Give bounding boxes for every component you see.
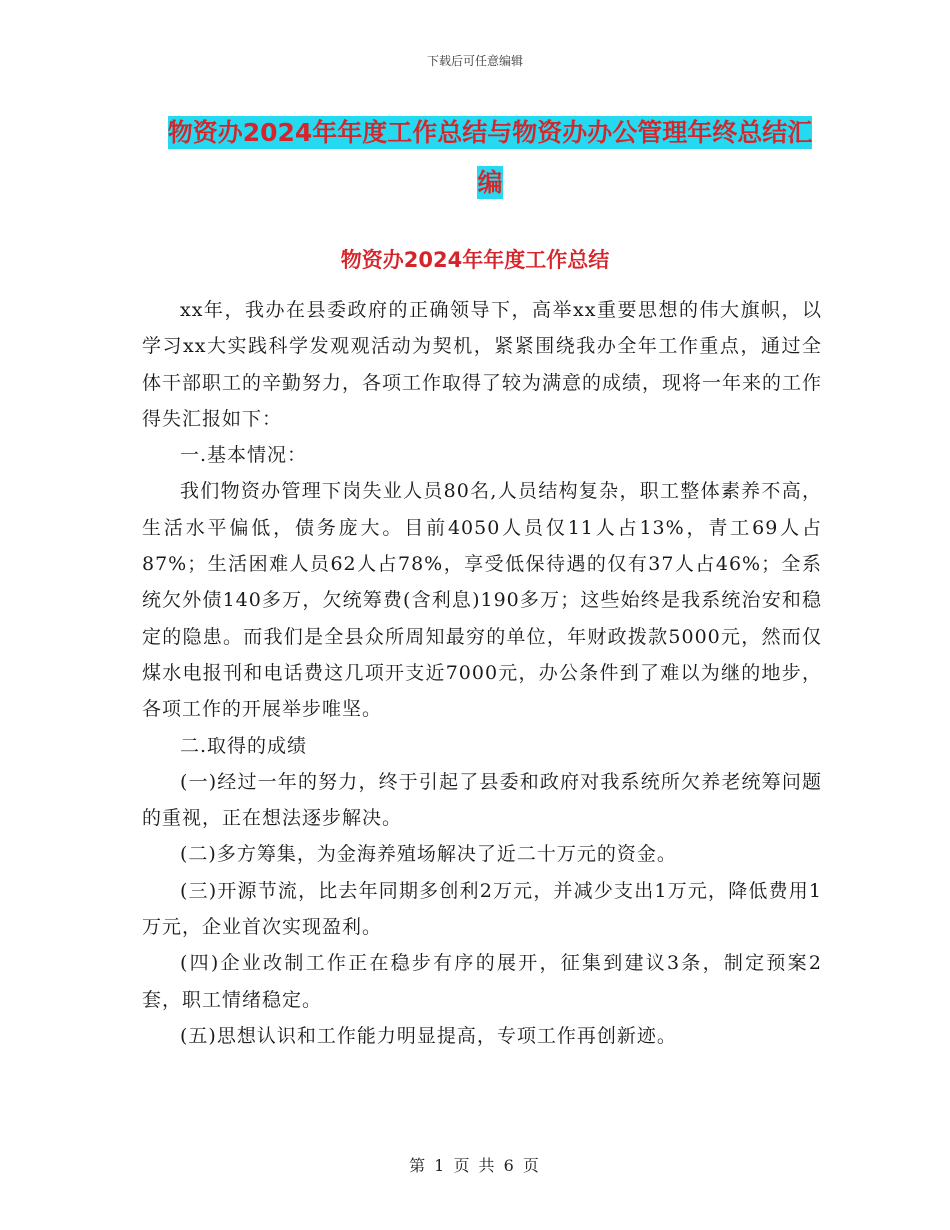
paragraph-intro: xx年，我办在县委政府的正确领导下，高举xx重要思想的伟大旗帜，以学习xx大实践科学发观观活动为契机，紧紧围绕我办全年工作重点，通过全体干部职工的辛勤努力，各项工作取得了较为满意的成绩，现将一年来的工作得失汇报如下：: [142, 299, 823, 430]
document-title: [160, 108, 820, 208]
achievement-item-2: (二)多方筹集，为金海养殖场解决了近二十万元的资金。: [180, 843, 677, 866]
document-body: [142, 292, 822, 1054]
heading-achievements: 二.取得的成绩: [180, 734, 308, 757]
document-title-text: 物资办2024年年度工作总结与物资办办公管理年终总结汇编: [167, 118, 813, 197]
page-header-note: 下载后可任意编辑: [426, 54, 523, 68]
achievement-item-5: (五)思想认识和工作能力明显提高，专项工作再创新迹。: [180, 1024, 677, 1047]
achievement-item-3: (三)开源节流，比去年同期多创利2万元，并减少支出1万元，降低费用1万元，企业首次实现盈利。: [142, 879, 822, 939]
achievement-item-4: (四)企业改制工作正在稳步有序的展开，征集到建议3条，制定预案2套，职工情绪稳定。: [142, 952, 822, 1011]
paragraph-basic-situation: 我们物资办管理下岗失业人员80名,人员结构复杂，职工整体素养不高，生活水平偏低，债务庞大。目前4050人员仅11人占13%，青工69人占87%；生活困难人员62人占78%，享受低保待遇的仅有37人占46%；全系统欠外债140多万，欠统筹费(含利息)190多万；这些始终是我系统治安和稳定的隐患。而我们是全县众所周知最穷的单位，年财政拨款5000元，然而仅煤水电报刊和电话费这几项开支近7000元，办公条件到了难以为继的地步，各项工作的开展举步唯坚。: [142, 480, 822, 721]
section-title: 物资办2024年年度工作总结: [340, 248, 610, 272]
achievement-item-1: (一)经过一年的努力，终于引起了县委和政府对我系统所欠养老统筹问题的重视，正在想法逐步解决。: [142, 770, 822, 830]
page-footer: 第 1 页 共 6 页: [409, 1156, 541, 1175]
heading-basic-situation: 一.基本情况：: [180, 444, 308, 467]
